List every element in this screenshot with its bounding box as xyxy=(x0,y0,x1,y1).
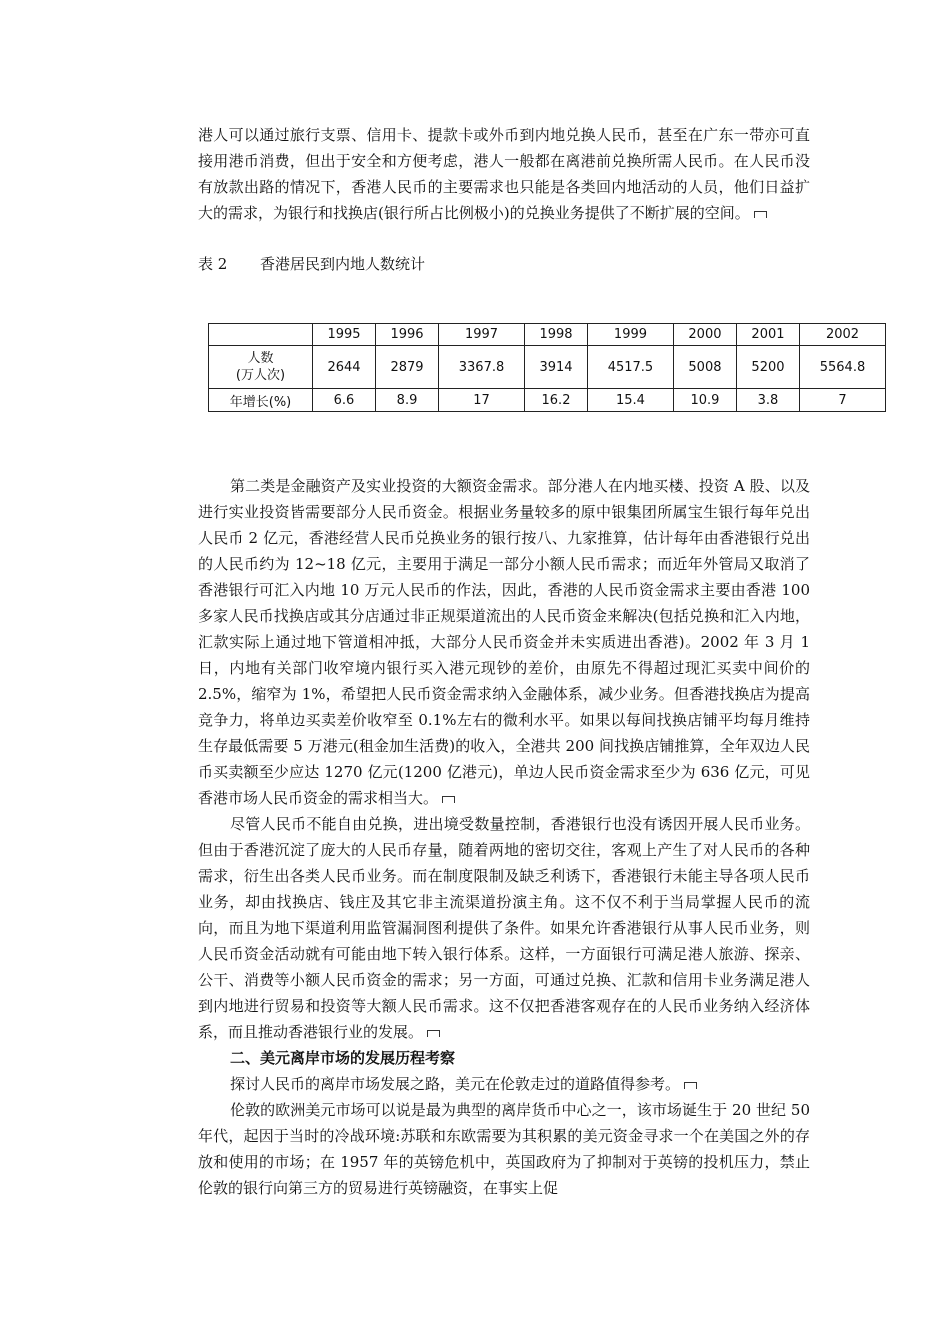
value-cell: 5200 xyxy=(736,346,799,389)
table-header-row xyxy=(209,324,886,346)
row-label-line1: 人数 xyxy=(247,351,274,366)
year-cell: 1997 xyxy=(439,324,525,346)
value-cell: 15.4 xyxy=(588,389,674,412)
table-number: 表 2 xyxy=(198,255,228,273)
intro-text: 港人可以通过旅行支票、信用卡、提款卡或外币到内地兑换人民币，甚至在广东一带亦可直接用港币消费，但出于安全和方便考虑，港人一般都在离港前兑换所需人民币。在人民币没有放款出路的情况下，香港人民币的主要需求也只能是各类回内地活动的人员，他们日益扩大的需求，为银行和找换店(银行所占比例极小)的兑换业务提供了不断扩展的空间。 xyxy=(198,126,810,222)
statistics-table xyxy=(208,323,886,412)
value-cell: 5008 xyxy=(673,346,736,389)
value-cell: 3.8 xyxy=(736,389,799,412)
body-paragraph xyxy=(198,811,810,1045)
table-caption xyxy=(198,254,810,274)
value-cell: 3367.8 xyxy=(439,346,525,389)
value-cell: 10.9 xyxy=(673,389,736,412)
row-label-line2: (万人次) xyxy=(235,368,286,383)
value-cell: 7 xyxy=(799,389,885,412)
body-paragraph xyxy=(198,473,810,811)
body-paragraph-text: 第二类是金融资产及实业投资的大额资金需求。部分港人在内地买楼、投资 A 股、以及进行实业投资皆需要部分人民币资金。根据业务量较多的原中银集团所属宝生银行每年兑出人民币 2 亿元，香港经营人民币兑换业务的银行按八、九家推算，估计每年由香港银行兑出的人民币约为 12~18 亿元，主要用于满足一部分小额人民币需求；而近年外管局又取消了香港银行可汇入内地 10 万元人民币的作法，因此，香港的人民币资金需求主要由香港 100 多家人民币找换店或其分店通过非正规渠道流出的人民币资金来解决(包括兑换和汇入内地，汇款实际上通过地下管道相冲抵，大部分人民币资金并未实质进出香港)。2002 年 3 月 1 日，内地有关部门收窄境内银行买入港元现钞的差价，由原先不得超过现汇买卖中间价的 2.5%，缩窄为 1%，希望把人民币资金需求纳入金融体系，减少业务。但香港找换店为提高竞争力，将单边买卖差价收窄至 0.1%左右的微利水平。如果以每间找换店铺平均每月维持生存最低需要 5 万港元(租金加生活费)的收入，全港共 200 间找换店铺推算，全年双边人民币买卖额至少应达 1270 亿元(1200 亿港元)，单边人民币资金需求至少为 636 亿元，可见香港市场人民币资金的需求相当大。 xyxy=(198,477,810,807)
table-row-visitors xyxy=(209,346,886,389)
row-label-growth: 年增长(%) xyxy=(209,389,313,412)
value-cell: 4517.5 xyxy=(588,346,674,389)
year-cell: 2002 xyxy=(799,324,885,346)
intro-paragraph xyxy=(198,122,810,226)
year-cell: 2001 xyxy=(736,324,799,346)
value-cell: 5564.8 xyxy=(799,346,885,389)
table-row-growth xyxy=(209,389,886,412)
value-cell: 2644 xyxy=(313,346,376,389)
section-intro-text: 探讨人民币的离岸市场发展之路，美元在伦敦走过的道路值得参考。 xyxy=(230,1075,681,1093)
table-corner-cell xyxy=(209,324,313,346)
paragraph-mark-icon xyxy=(754,211,767,218)
year-cell: 1995 xyxy=(313,324,376,346)
value-cell: 16.2 xyxy=(524,389,587,412)
page-body xyxy=(198,473,810,1201)
body-paragraph-text: 尽管人民币不能自由兑换，进出境受数量控制，香港银行也没有诱因开展人民币业务。但由于香港沉淀了庞大的人民币存量，随着两地的密切交往，客观上产生了对人民币的各种需求，衍生出各类人民币业务。而在制度限制及缺乏利诱下，香港银行未能主导各项人民币业务，却由找换店、钱庄及其它非主流渠道扮演主角。这不仅不利于当局掌握人民币的流向，而且为地下渠道利用监管漏洞图利提供了条件。如果允许香港银行从事人民币业务，则人民币资金活动就有可能由地下转入银行体系。这样，一方面银行可满足港人旅游、探亲、公干、消费等小额人民币资金的需求；另一方面，可通过兑换、汇款和信用卡业务满足港人到内地进行贸易和投资等大额人民币需求。这不仅把香港客观存在的人民币业务纳入经济体系，而且推动香港银行业的发展。 xyxy=(198,815,810,1041)
paragraph-mark-icon xyxy=(442,796,455,803)
value-cell: 2879 xyxy=(376,346,439,389)
paragraph-mark-icon xyxy=(684,1082,697,1089)
row-label-visitors xyxy=(209,346,313,389)
value-cell: 8.9 xyxy=(376,389,439,412)
year-cell: 1996 xyxy=(376,324,439,346)
section-paragraph: 伦敦的欧洲美元市场可以说是最为典型的离岸货币中心之一，该市场诞生于 20 世纪 50 年代，起因于当时的冷战环境:苏联和东欧需要为其积累的美元资金寻求一个在美国之外的存放和使用的市场；在 1957 年的英镑危机中，英国政府为了抑制对于英镑的投机压力，禁止伦敦的银行向第三方的贸易进行英镑融资，在事实上促 xyxy=(198,1101,810,1197)
section-intro xyxy=(198,1071,810,1097)
section-heading: 二、美元离岸市场的发展历程考察 xyxy=(230,1049,456,1067)
year-cell: 1998 xyxy=(524,324,587,346)
value-cell: 3914 xyxy=(524,346,587,389)
value-cell: 17 xyxy=(439,389,525,412)
year-cell: 1999 xyxy=(588,324,674,346)
year-cell: 2000 xyxy=(673,324,736,346)
value-cell: 6.6 xyxy=(313,389,376,412)
paragraph-mark-icon xyxy=(427,1030,440,1037)
page-top xyxy=(198,122,810,274)
table-title: 香港居民到内地人数统计 xyxy=(260,255,426,273)
